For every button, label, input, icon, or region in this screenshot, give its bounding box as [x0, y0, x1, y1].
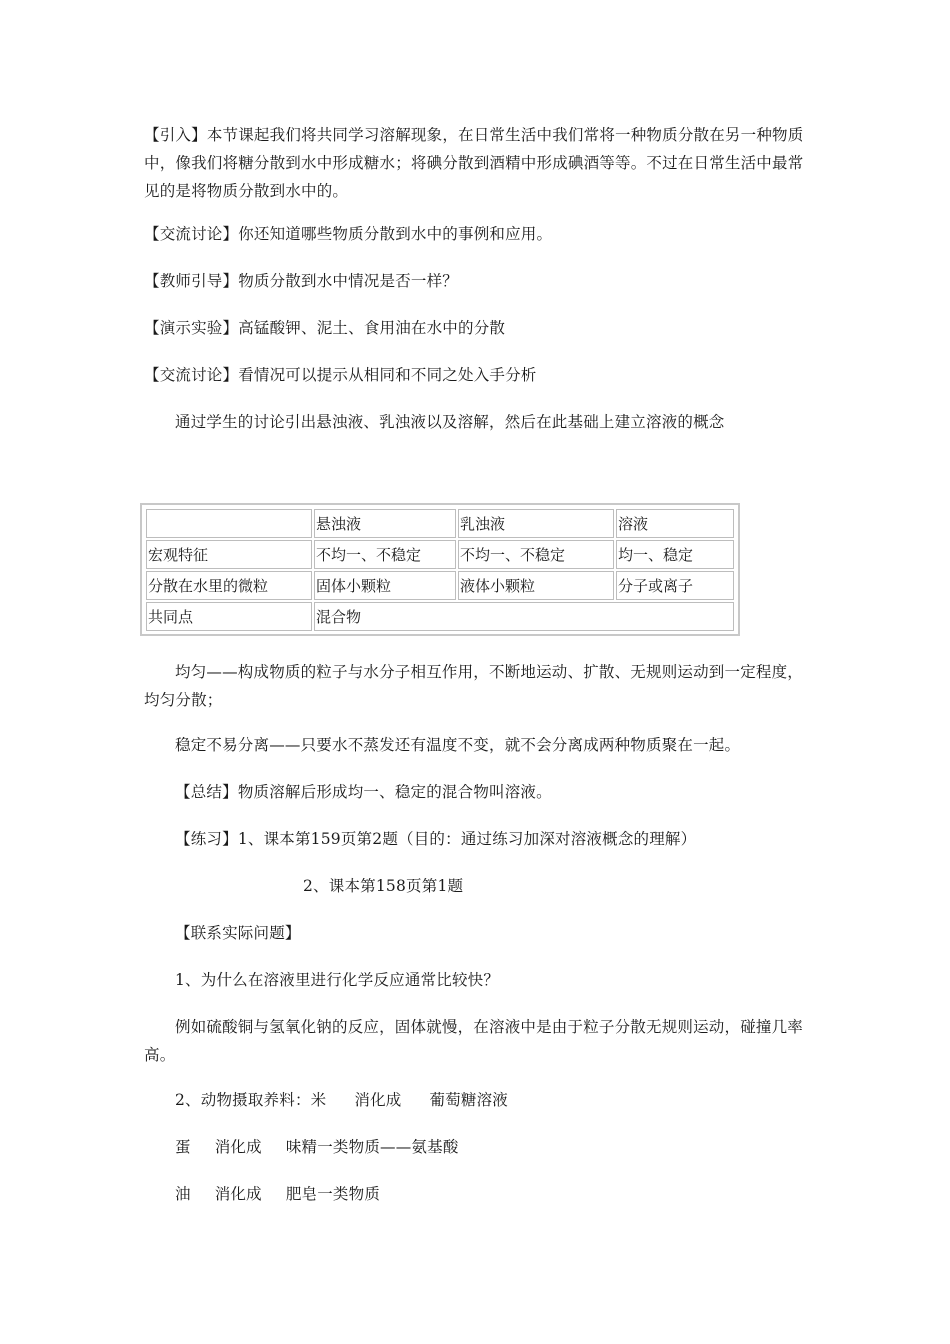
table-cell: 悬浊液 — [314, 509, 456, 538]
table-cell: 宏观特征 — [146, 540, 312, 569]
practice-paragraph — [175, 825, 843, 853]
demo-text: 高锰酸钾、泥土、食用油在水中的分散 — [238, 319, 506, 337]
table-row — [146, 540, 734, 569]
discussion-paragraph-1 — [144, 220, 812, 248]
egg-result: 味精一类物质——氨基酸 — [285, 1138, 459, 1156]
oil-line — [175, 1180, 843, 1208]
demo-tag: 【演示实验】 — [144, 319, 239, 337]
table-cell: 液体小颗粒 — [458, 571, 614, 600]
lead-concept-paragraph: 通过学生的讨论引出悬浊液、乳浊液以及溶解，然后在此基础上建立溶液的概念 — [175, 413, 725, 431]
rice-label: 2、动物摄取养料：米 — [175, 1091, 327, 1109]
uniform-definition: 均匀——构成物质的粒子与水分子相互作用，不断地运动、扩散、无规则运动到一定程度，均匀分散； — [144, 663, 804, 709]
question-2-rice — [175, 1086, 843, 1114]
practice-tag: 【练习】 — [175, 830, 238, 848]
discussion-text-2: 看情况可以提示从相同和不同之处入手分析 — [238, 366, 537, 384]
egg-line — [175, 1133, 843, 1161]
table-cell: 不均一、不稳定 — [314, 540, 456, 569]
table-cell: 均一、稳定 — [616, 540, 734, 569]
table-cell — [146, 509, 312, 538]
rice-result: 葡萄糖溶液 — [429, 1091, 508, 1109]
table-cell: 溶液 — [616, 509, 734, 538]
discussion-tag-2: 【交流讨论】 — [144, 366, 239, 384]
summary-paragraph — [175, 778, 843, 806]
oil-verb: 消化成 — [214, 1185, 262, 1203]
practice-item-2: 2、课本第158页第1题 — [303, 877, 464, 895]
table-cell: 分散在水里的微粒 — [146, 571, 312, 600]
egg-verb: 消化成 — [214, 1138, 262, 1156]
question-1: 1、为什么在溶液里进行化学反应通常比较快？ — [175, 971, 500, 989]
teacher-guide-tag: 【教师引导】 — [144, 272, 239, 290]
summary-tag: 【总结】 — [175, 783, 238, 801]
question-1-answer: 例如硫酸铜与氢氧化钠的反应，固体就慢，在溶液中是由于粒子分散无规则运动，碰撞几率高。 — [144, 1018, 804, 1064]
oil-result: 肥皂一类物质 — [285, 1185, 381, 1203]
intro-paragraph — [144, 121, 812, 205]
table-cell: 混合物 — [314, 602, 734, 631]
real-problems-heading: 【联系实际问题】 — [175, 924, 301, 942]
table-row — [146, 602, 734, 631]
teacher-guide-paragraph — [144, 267, 812, 295]
table-row — [146, 571, 734, 600]
table-cell: 固体小颗粒 — [314, 571, 456, 600]
discussion-text-1: 你还知道哪些物质分散到水中的事例和应用。 — [238, 225, 553, 243]
rice-verb: 消化成 — [354, 1091, 402, 1109]
egg-label: 蛋 — [175, 1138, 191, 1156]
table-cell: 不均一、不稳定 — [458, 540, 614, 569]
comparison-table — [140, 503, 740, 636]
demo-paragraph — [144, 314, 812, 342]
summary-text: 物质溶解后形成均一、稳定的混合物叫溶液。 — [237, 783, 552, 801]
discussion-tag-1: 【交流讨论】 — [144, 225, 239, 243]
discussion-paragraph-2 — [144, 361, 812, 389]
intro-tag: 【引入】 — [144, 126, 207, 144]
stable-definition: 稳定不易分离——只要水不蒸发还有温度不变，就不会分离成两种物质聚在一起。 — [175, 736, 741, 754]
table-header-row — [146, 509, 734, 538]
table-cell: 分子或离子 — [616, 571, 734, 600]
table-cell: 乳浊液 — [458, 509, 614, 538]
oil-label: 油 — [175, 1185, 191, 1203]
teacher-guide-text: 物质分散到水中情况是否一样？ — [238, 272, 459, 290]
practice-item-1: 1、课本第159页第2题（目的：通过练习加深对溶液概念的理解） — [237, 830, 697, 848]
table-cell: 共同点 — [146, 602, 312, 631]
intro-text: 本节课起我们将共同学习溶解现象，在日常生活中我们常将一种物质分散在另一种物质中，像我们将糖分散到水中形成糖水；将碘分散到酒精中形成碘酒等等。不过在日常生活中最常见的是将物质分散到水中的。 — [144, 126, 804, 200]
